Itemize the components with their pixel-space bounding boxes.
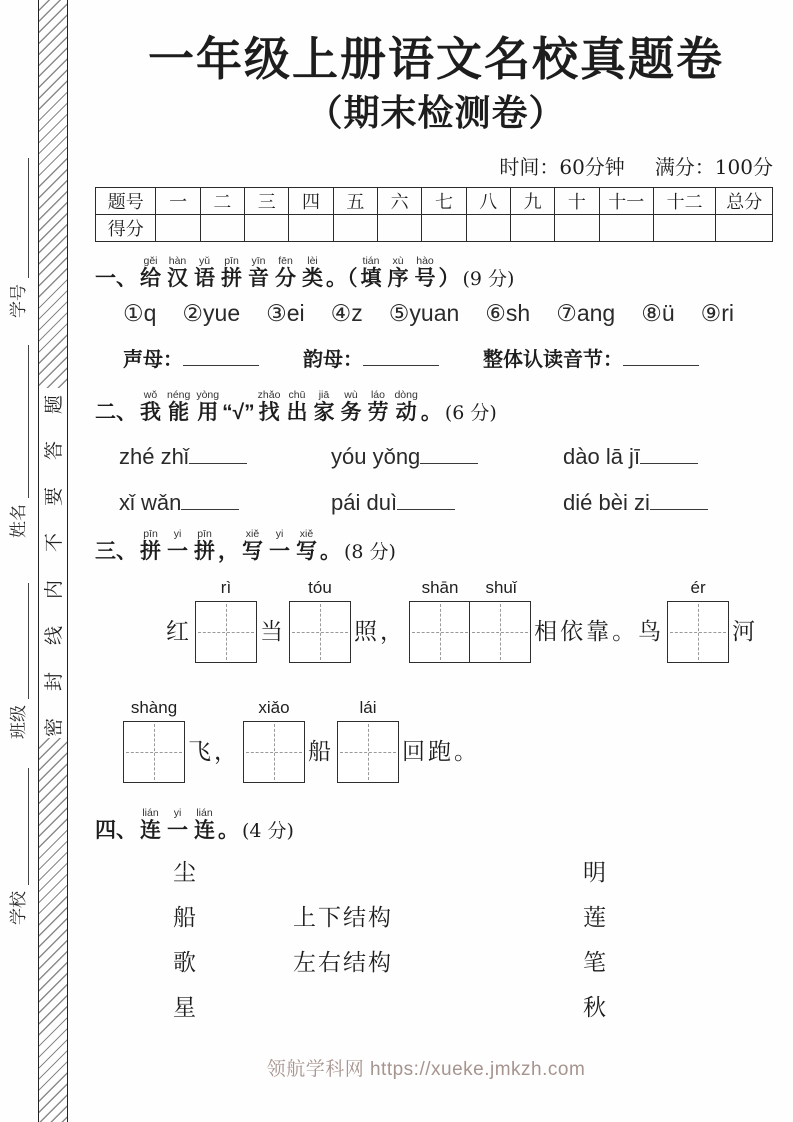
pinyin-option: ⑧ü (641, 299, 675, 326)
blank-group (123, 343, 259, 372)
q3-sentence-line-2 (123, 697, 777, 783)
pinyin-annotated-text (137, 807, 218, 842)
q2-option (331, 489, 563, 516)
hatch-pattern-bottom-icon (39, 738, 67, 1122)
double-writing-box (409, 577, 531, 663)
score-table-header-cell: 总分 (716, 187, 773, 214)
box-pinyin-label: rì (220, 577, 232, 597)
answer-blank[interactable] (623, 343, 699, 366)
q4-left-char[interactable]: 船 (173, 904, 198, 931)
sentence-text: 红 (166, 618, 192, 645)
box-pinyin-label: shàng (130, 697, 178, 717)
writing-box-unit (337, 697, 399, 783)
q2-option-rows (95, 424, 777, 516)
score-table (95, 187, 773, 242)
score-entry-cell[interactable] (599, 214, 653, 241)
pinyin-annotated-text (137, 255, 326, 290)
box-guide-v-icon (154, 724, 155, 780)
header-text: ） (438, 266, 460, 290)
hanzi-with-pinyin: 用yòng (196, 388, 220, 424)
q2-row (119, 470, 777, 516)
footer-watermark: 领航学科网 https://xueke.jmkzh.com (266, 1059, 586, 1080)
hanzi-with-pinyin: 分fēn (275, 254, 296, 290)
sentence-text: 当 (260, 618, 286, 645)
check-blank[interactable] (650, 489, 708, 510)
student-info-label (4, 158, 34, 318)
hanzi-with-pinyin: 音yīn (248, 254, 269, 290)
score-table-header-cell: 九 (510, 187, 554, 214)
q4-header (95, 783, 777, 842)
pinyin-option: ⑤yuan (388, 299, 460, 326)
q4-right-char[interactable]: 笔 (583, 949, 608, 976)
q4-right-char[interactable]: 明 (583, 859, 608, 886)
seal-strip (38, 0, 68, 1122)
score-entry-cell[interactable] (200, 214, 244, 241)
score-table-header-cell: 五 (333, 187, 377, 214)
score-table-header-cell: 一 (156, 187, 200, 214)
hanzi-with-pinyin: 拼pīn (140, 527, 161, 563)
score-entry-cell[interactable] (289, 214, 333, 241)
q4-left-char[interactable]: 尘 (173, 859, 198, 886)
score-table-header-cell: 七 (422, 187, 466, 214)
hanzi-with-pinyin: 一yi (167, 527, 188, 563)
q2-row (119, 424, 777, 470)
score-table-header-cell: 六 (378, 187, 422, 214)
score-entry-cell[interactable] (653, 214, 715, 241)
score-table-header-row (96, 187, 773, 214)
hanzi-with-pinyin: 写xiě (296, 527, 317, 563)
box-pinyin-label: shuǐ (485, 577, 517, 597)
hanzi-with-pinyin: 动dòng (394, 388, 418, 424)
score-entry-cell[interactable] (716, 214, 773, 241)
score-table-header-cell: 十二 (653, 187, 715, 214)
q3-header (95, 516, 777, 563)
seal-strip-char: 封 (43, 671, 66, 691)
seal-strip-char: 密 (43, 717, 66, 737)
q2-option (563, 489, 777, 516)
student-info-field-2 (2, 345, 34, 538)
q2-option (119, 489, 331, 516)
q2-option-pinyin: dào lā jī (563, 443, 641, 469)
student-info-label-text: 学校 (9, 891, 29, 925)
writing-box[interactable] (667, 601, 729, 663)
box-pinyin-label: tóu (308, 577, 332, 597)
hanzi-with-pinyin: 一yi (269, 527, 290, 563)
pinyin-annotated-text (239, 528, 320, 563)
box-guide-v-icon (320, 604, 321, 660)
header-text: 。（ (326, 266, 358, 290)
student-info-field-3 (2, 583, 34, 739)
student-info-label (4, 768, 34, 925)
score-entry-cell[interactable] (333, 214, 377, 241)
hanzi-with-pinyin: 家jiā (313, 388, 335, 424)
pinyin-option: ⑥sh (485, 299, 531, 326)
score-table-header-cell: 十一 (599, 187, 653, 214)
header-text: 。 (420, 400, 442, 424)
question-2 (95, 372, 777, 516)
check-blank[interactable] (420, 443, 478, 464)
student-info-blank[interactable] (9, 345, 29, 498)
q2-option-pinyin: dié bèi zi (563, 489, 650, 515)
seal-strip-char: 答 (43, 441, 66, 461)
score-table-header-cell: 二 (200, 187, 244, 214)
box-guide-v-icon (500, 604, 501, 660)
score-entry-cell[interactable] (555, 214, 599, 241)
question-3 (95, 516, 777, 783)
pinyin-option: ⑦ang (556, 299, 616, 326)
score-entry-cell[interactable] (156, 214, 200, 241)
sentence-text: 船 (308, 738, 334, 765)
hanzi-with-pinyin: 语yǔ (194, 254, 215, 290)
q2-option-pinyin: pái duì (331, 489, 398, 515)
hanzi-with-pinyin: 序xù (387, 254, 409, 290)
hanzi-with-pinyin: 汉hàn (167, 254, 188, 290)
seal-strip-char: 内 (43, 579, 66, 599)
pinyin-option: ⑨ri (700, 299, 735, 326)
score-table-header-cell: 四 (289, 187, 333, 214)
score-row-label: 得分 (96, 214, 156, 241)
writing-box-unit (667, 577, 729, 663)
student-info-label-text: 姓名 (9, 504, 29, 538)
header-text: 二、 (95, 400, 137, 424)
pinyin-annotated-text (358, 255, 439, 290)
q2-option (331, 443, 563, 470)
score-points-label: (4 分) (242, 819, 294, 842)
hanzi-with-pinyin: 拼pīn (194, 527, 215, 563)
writing-box[interactable] (289, 601, 351, 663)
hanzi-with-pinyin: 连lián (140, 806, 161, 842)
score-entry-cell[interactable] (378, 214, 422, 241)
score-points-label: (6 分) (444, 401, 497, 424)
writing-box[interactable] (243, 721, 305, 783)
exam-info-line (95, 151, 777, 180)
score-table-header-cell: 三 (245, 187, 289, 214)
score-table-header-cell: 十 (555, 187, 599, 214)
writing-box-unit (471, 577, 531, 663)
header-text: 三、 (95, 539, 137, 563)
sentence-text: 回跑。 (402, 738, 480, 765)
student-info-blank[interactable] (9, 768, 29, 885)
pinyin-annotated-text (137, 528, 218, 563)
header-text: 四、 (95, 818, 137, 842)
seal-strip-char: 题 (43, 394, 66, 415)
score-table-corner: 题号 (96, 187, 156, 214)
header-text: 。 (218, 818, 239, 842)
seal-strip-char: 线 (43, 625, 66, 645)
q4-left-char[interactable]: 星 (173, 994, 198, 1021)
sentence-text: 飞， (188, 738, 240, 765)
hanzi-with-pinyin: 出chū (286, 388, 308, 424)
hanzi-with-pinyin: 我wǒ (140, 388, 161, 424)
q2-option (563, 443, 777, 470)
q4-left-char[interactable]: 歌 (173, 949, 198, 976)
hanzi-with-pinyin: 能néng (167, 388, 191, 424)
hanzi-with-pinyin: 连lián (194, 806, 215, 842)
q4-right-char[interactable]: 秋 (583, 994, 608, 1021)
q1-header (95, 242, 777, 290)
seal-strip-char: 不 (43, 533, 66, 553)
hanzi-with-pinyin: 劳láo (367, 388, 389, 424)
q2-option (119, 443, 331, 470)
hanzi-with-pinyin: 一yi (167, 806, 188, 842)
exam-content (95, 0, 777, 1122)
score-entry-cell[interactable] (245, 214, 289, 241)
q2-header (95, 372, 777, 424)
header-text: ， (218, 539, 239, 563)
score-points-label: (8 分) (344, 540, 396, 563)
hanzi-with-pinyin: 号hào (414, 254, 436, 290)
writing-box[interactable] (123, 721, 185, 783)
student-info-blank[interactable] (9, 583, 29, 699)
page-subtitle: （期末检测卷） (306, 91, 566, 134)
score-points-label: (9 分) (462, 267, 515, 290)
student-info-label (4, 345, 34, 538)
header-text: 一、 (95, 266, 137, 290)
hanzi-with-pinyin: 务wù (340, 388, 362, 424)
box-guide-v-icon (698, 604, 699, 660)
writing-box[interactable] (195, 601, 257, 663)
blank-group (483, 343, 699, 372)
box-pinyin-label: ér (690, 577, 706, 597)
q4-structure-label[interactable]: 左右结构 (293, 949, 393, 976)
writing-box-unit (123, 697, 185, 783)
box-pinyin-label: shān (421, 577, 459, 597)
writing-box-unit (409, 577, 471, 663)
pinyin-option: ①q (123, 299, 157, 326)
pinyin-annotated-text (255, 389, 421, 424)
student-info-label-text: 班级 (9, 705, 29, 739)
seal-strip-char: 要 (43, 487, 66, 507)
score-entry-cell[interactable] (466, 214, 510, 241)
hanzi-with-pinyin: 找zhǎo (257, 388, 281, 424)
box-guide-v-icon (226, 604, 227, 660)
sentence-text: 相依靠。鸟 (534, 618, 665, 645)
check-blank[interactable] (640, 443, 698, 464)
box-guide-v-icon (440, 604, 441, 660)
hanzi-with-pinyin: 写xiě (242, 527, 263, 563)
q1-pinyin-options (123, 300, 777, 327)
pinyin-annotated-text (137, 389, 222, 424)
q2-option-pinyin: xǐ wǎn (119, 489, 182, 515)
q3-sentence-line-1 (163, 577, 777, 663)
hatch-pattern-top-icon (39, 0, 67, 388)
q2-option-pinyin: zhé zhǐ (119, 443, 189, 469)
sentence-text: 河 (732, 618, 759, 645)
seal-line-sidebar (0, 0, 95, 1122)
box-guide-v-icon (274, 724, 275, 780)
writing-box[interactable] (409, 601, 471, 663)
hanzi-with-pinyin: 填tián (360, 254, 382, 290)
question-4 (95, 783, 777, 1034)
answer-blank[interactable] (363, 343, 439, 366)
writing-box[interactable] (337, 721, 399, 783)
student-info-label-text: 学号 (9, 284, 29, 318)
score-table-score-row (96, 214, 773, 241)
student-info-field-4 (2, 768, 34, 925)
pinyin-option: ④z (330, 299, 363, 326)
hanzi-with-pinyin: 拼pīn (221, 254, 242, 290)
score-entry-cell[interactable] (422, 214, 466, 241)
check-blank[interactable] (397, 489, 455, 510)
blank-label: 声母： (123, 346, 183, 371)
student-info-blank[interactable] (9, 158, 29, 278)
hanzi-with-pinyin: 类lèi (302, 254, 323, 290)
answer-blank[interactable] (183, 343, 259, 366)
box-pinyin-label: xiǎo (258, 697, 290, 717)
check-blank[interactable] (189, 443, 247, 464)
seal-strip-text (39, 388, 67, 744)
pinyin-option: ③ei (266, 299, 305, 326)
header-text: 。 (320, 539, 341, 563)
q4-matching-grid (173, 854, 777, 1034)
check-blank[interactable] (181, 489, 239, 510)
box-guide-v-icon (368, 724, 369, 780)
writing-box[interactable] (469, 601, 531, 663)
header-text: “√” (222, 400, 255, 424)
blank-label: 韵母： (303, 346, 363, 371)
box-pinyin-label: lái (359, 697, 377, 717)
pinyin-option: ②yue (182, 299, 241, 326)
blank-group (303, 343, 439, 372)
full-score-label: 满分：100分 (654, 154, 773, 179)
hanzi-with-pinyin: 给gěi (140, 254, 161, 290)
page-title: 一年级上册语文名校真题卷 (148, 32, 724, 86)
q4-right-char[interactable]: 莲 (583, 904, 608, 931)
sentence-text: 照， (354, 618, 406, 645)
student-info-field-1 (2, 158, 34, 318)
q2-option-pinyin: yóu yǒng (331, 443, 421, 469)
question-1 (95, 242, 777, 372)
writing-box-unit (243, 697, 305, 783)
q1-answer-blanks (123, 343, 777, 372)
writing-box-unit (195, 577, 257, 663)
student-info-label (4, 583, 34, 739)
score-entry-cell[interactable] (510, 214, 554, 241)
score-table-header-cell: 八 (466, 187, 510, 214)
q4-structure-label[interactable]: 上下结构 (293, 904, 393, 931)
time-limit-label: 时间：60分钟 (499, 154, 625, 179)
blank-label: 整体认读音节： (483, 346, 623, 371)
writing-box-unit (289, 577, 351, 663)
